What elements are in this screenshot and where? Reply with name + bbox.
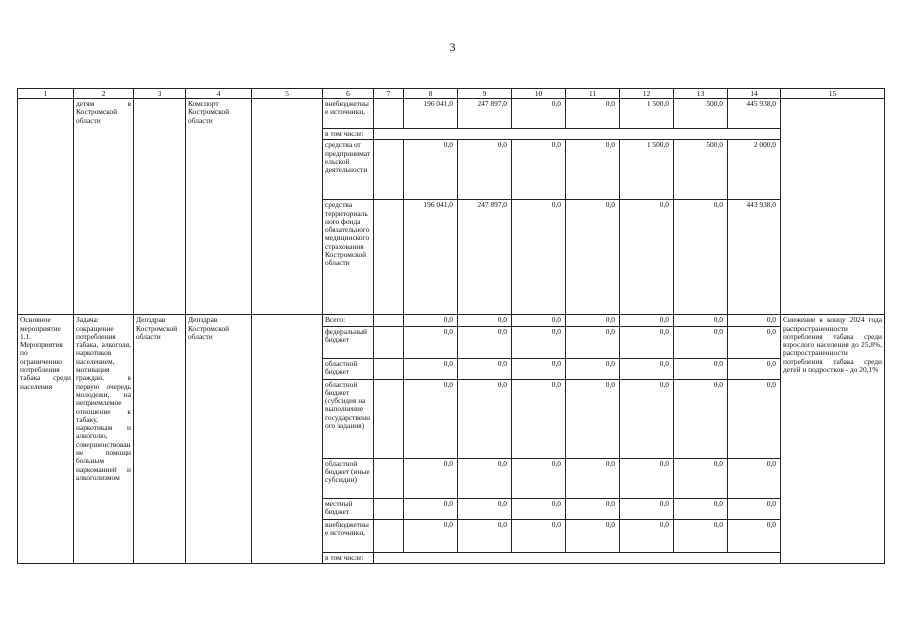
column-header: 12 bbox=[620, 89, 674, 99]
value-cell: 247 897,0 bbox=[458, 99, 512, 129]
empty-cell bbox=[374, 326, 404, 358]
value-cell: 0,0 bbox=[404, 326, 458, 358]
column-header: 7 bbox=[374, 89, 404, 99]
value-cell: 0,0 bbox=[620, 315, 674, 326]
task-cell: детям в Костромской области bbox=[74, 99, 134, 315]
column-header: 6 bbox=[323, 89, 374, 99]
value-cell: 0,0 bbox=[458, 379, 512, 458]
value-cell: 0,0 bbox=[404, 315, 458, 326]
value-cell: 1 500,0 bbox=[620, 99, 674, 129]
value-cell: 0,0 bbox=[566, 200, 620, 315]
funding-source-cell: внебюджетные источники, bbox=[323, 519, 374, 552]
column-header: 2 bbox=[74, 89, 134, 99]
expected-result-cell: Снижение к концу 2024 года распространенности потребления табака среди взрослого населения до 25,8%, распространенности потребления табака среди детей и подростков - до 20,1% bbox=[781, 315, 885, 564]
empty-cell bbox=[374, 519, 404, 552]
value-cell: 445 938,0 bbox=[728, 99, 781, 129]
value-cell: 0,0 bbox=[458, 358, 512, 379]
value-cell: 0,0 bbox=[512, 498, 566, 519]
empty-cell bbox=[374, 358, 404, 379]
empty-cell bbox=[374, 129, 781, 140]
value-cell: 0,0 bbox=[674, 379, 728, 458]
value-cell: 0,0 bbox=[620, 379, 674, 458]
value-cell: 0,0 bbox=[566, 315, 620, 326]
column-header: 11 bbox=[566, 89, 620, 99]
value-cell: 0,0 bbox=[512, 315, 566, 326]
value-cell: 0,0 bbox=[458, 458, 512, 498]
page-number: 3 bbox=[449, 40, 456, 54]
value-cell: 0,0 bbox=[458, 519, 512, 552]
value-cell: 0,0 bbox=[566, 99, 620, 129]
value-cell: 0,0 bbox=[674, 326, 728, 358]
value-cell: 0,0 bbox=[566, 379, 620, 458]
funding-source-cell: местный бюджет bbox=[323, 498, 374, 519]
value-cell: 0,0 bbox=[620, 200, 674, 315]
participant-cell: Комспорт Костромской области bbox=[186, 99, 252, 315]
value-cell: 0,0 bbox=[512, 326, 566, 358]
value-cell: 0,0 bbox=[404, 379, 458, 458]
value-cell: 0,0 bbox=[512, 140, 566, 200]
value-cell: 0,0 bbox=[404, 519, 458, 552]
value-cell: 0,0 bbox=[728, 458, 781, 498]
value-cell: 0,0 bbox=[674, 519, 728, 552]
value-cell: 0,0 bbox=[620, 519, 674, 552]
value-cell: 0,0 bbox=[404, 498, 458, 519]
executor-cell bbox=[134, 99, 186, 315]
empty-cell bbox=[374, 200, 404, 315]
table-row bbox=[18, 315, 885, 326]
column-header: 13 bbox=[674, 89, 728, 99]
value-cell: 0,0 bbox=[512, 99, 566, 129]
value-cell: 0,0 bbox=[728, 326, 781, 358]
value-cell: 2 000,0 bbox=[728, 140, 781, 200]
value-cell: 0,0 bbox=[566, 358, 620, 379]
value-cell: 0,0 bbox=[620, 458, 674, 498]
participant-cell: Депздрав Костромской области bbox=[186, 315, 252, 564]
value-cell: 0,0 bbox=[566, 326, 620, 358]
value-cell: 0,0 bbox=[620, 358, 674, 379]
value-cell: 0,0 bbox=[512, 200, 566, 315]
value-cell: 500,0 bbox=[674, 140, 728, 200]
column-header: 4 bbox=[186, 89, 252, 99]
task-cell: Задача: сокращение потребления табака, алкоголя, наркотиков населением, мотивация граждан, в первую очередь молодежи, на неприемлемое отношение к табаку, наркотикам и алкоголю, совершенствование помощи больным наркоманией и алкоголизмом bbox=[74, 315, 134, 564]
table-row bbox=[18, 99, 885, 129]
funding-source-cell: средства от предпринимательской деятельности bbox=[323, 140, 374, 200]
budget-table bbox=[17, 88, 885, 564]
empty-cell bbox=[374, 498, 404, 519]
value-cell: 500,0 bbox=[674, 99, 728, 129]
value-cell: 0,0 bbox=[620, 326, 674, 358]
empty-cell bbox=[374, 379, 404, 458]
value-cell: 0,0 bbox=[458, 315, 512, 326]
value-cell: 0,0 bbox=[620, 498, 674, 519]
empty-cell bbox=[374, 99, 404, 129]
value-cell: 0,0 bbox=[512, 458, 566, 498]
value-cell: 0,0 bbox=[404, 358, 458, 379]
funding-source-cell: Всего: bbox=[323, 315, 374, 326]
value-cell: 0,0 bbox=[566, 519, 620, 552]
value-cell: 196 041,0 bbox=[404, 99, 458, 129]
value-cell: 1 500,0 bbox=[620, 140, 674, 200]
value-cell: 0,0 bbox=[728, 498, 781, 519]
column-header: 3 bbox=[134, 89, 186, 99]
value-cell: 0,0 bbox=[566, 458, 620, 498]
empty-cell bbox=[252, 99, 323, 315]
value-cell: 0,0 bbox=[512, 358, 566, 379]
value-cell: 0,0 bbox=[404, 458, 458, 498]
header-row bbox=[18, 89, 885, 99]
column-header: 15 bbox=[781, 89, 885, 99]
column-header: 5 bbox=[252, 89, 323, 99]
value-cell: 0,0 bbox=[728, 519, 781, 552]
value-cell: 0,0 bbox=[674, 200, 728, 315]
funding-source-cell: внебюджетные источники, bbox=[323, 99, 374, 129]
column-header: 8 bbox=[404, 89, 458, 99]
empty-cell bbox=[252, 315, 323, 564]
value-cell: 0,0 bbox=[404, 140, 458, 200]
value-cell: 247 897,0 bbox=[458, 200, 512, 315]
empty-cell bbox=[374, 315, 404, 326]
value-cell: 0,0 bbox=[458, 498, 512, 519]
value-cell: 0,0 bbox=[512, 379, 566, 458]
value-cell: 0,0 bbox=[728, 358, 781, 379]
value-cell: 443 938,0 bbox=[728, 200, 781, 315]
value-cell: 0,0 bbox=[458, 326, 512, 358]
value-cell: 0,0 bbox=[674, 498, 728, 519]
column-header: 14 bbox=[728, 89, 781, 99]
funding-source-cell: областной бюджет bbox=[323, 358, 374, 379]
column-header: 1 bbox=[18, 89, 74, 99]
value-cell: 0,0 bbox=[674, 315, 728, 326]
empty-cell bbox=[374, 458, 404, 498]
value-cell: 0,0 bbox=[728, 315, 781, 326]
measure-name-cell: Основное мероприятие 1.1. Мероприятия по ограничению потребления табака среди населения bbox=[18, 315, 74, 564]
expected-result-cell bbox=[781, 99, 885, 315]
funding-source-cell: средства территориального фонда обязательного медицинского страхования Костромской области bbox=[323, 200, 374, 315]
column-header: 10 bbox=[512, 89, 566, 99]
measure-name-cell bbox=[18, 99, 74, 315]
value-cell: 196 041,0 bbox=[404, 200, 458, 315]
value-cell: 0,0 bbox=[674, 458, 728, 498]
value-cell: 0,0 bbox=[674, 358, 728, 379]
value-cell: 0,0 bbox=[512, 519, 566, 552]
value-cell: 0,0 bbox=[566, 498, 620, 519]
empty-cell bbox=[374, 140, 404, 200]
column-header: 9 bbox=[458, 89, 512, 99]
funding-source-cell: в том числе: bbox=[323, 129, 374, 140]
funding-source-cell: в том числе: bbox=[323, 552, 374, 563]
funding-source-cell: областной бюджет (иные субсидии) bbox=[323, 458, 374, 498]
empty-cell bbox=[374, 552, 781, 563]
value-cell: 0,0 bbox=[458, 140, 512, 200]
executor-cell: Депздрав Костромской области bbox=[134, 315, 186, 564]
funding-source-cell: областной бюджет (субсидия на выполнение государственного задания) bbox=[323, 379, 374, 458]
value-cell: 0,0 bbox=[566, 140, 620, 200]
funding-source-cell: федеральный бюджет bbox=[323, 326, 374, 358]
value-cell: 0,0 bbox=[728, 379, 781, 458]
